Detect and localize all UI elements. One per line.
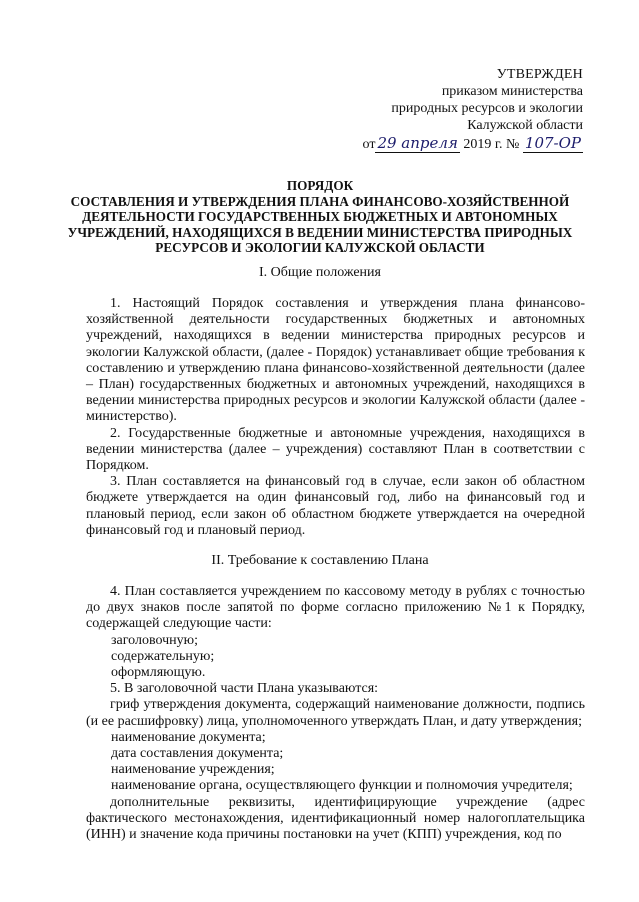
paragraph-3: 3. План составляется на финансовый год в случае, если закон об областном бюджете утверждается на один финансовый год, либо на финансовый год и плановый период, если закон об областном бюджете утверждается на очередной финансовый год и плановый период.: [86, 474, 585, 538]
section-1-body: [86, 296, 585, 539]
approval-heading: УТВЕРЖДЕН: [496, 67, 583, 82]
approval-stamp: [363, 66, 583, 153]
part-item-1: заголовочную;: [111, 632, 198, 648]
paragraph-1: 1. Настоящий Порядок составления и утверждения плана финансово-хозяйственной деятельности государственных бюджетных и автономных учреждений, находящихся в ведении министерства природных ресурсов и экологии Калужской области, (далее - Порядок) устанавливает общие требования к составлению и утверждению плана финансово-хозяйственной деятельности (далее – План) государственных бюджетных и автономных учреждений, находящихся в ведении министерства природных ресурсов и экологии Калужской области (далее - министерство).: [86, 296, 585, 425]
part-item-3: оформляющую.: [111, 665, 206, 681]
paragraph-4: 4. План составляется учреждением по кассовому методу в рублях с точностью до двух знаков после запятой по форме согласно приложению №1 к Порядку, содержащей следующие части:: [86, 584, 585, 632]
section-2-heading: II. Требование к составлению Плана: [211, 553, 429, 568]
paragraph-5-last: дополнительные реквизиты, идентифицирующие учреждение (адрес фактического местонахождения, идентификационный номер налогоплательщика (ИНН) и значение кода причины постановки на учет (КПП) учреждения, код по: [86, 794, 585, 843]
handwritten-number: 107-ОР: [524, 134, 581, 152]
approval-year: 2019 г. №: [463, 137, 520, 152]
header-item-2: дата составления документа;: [111, 746, 284, 762]
header-item-1: наименование документа;: [111, 729, 266, 745]
part-item-2: содержательную;: [111, 648, 215, 664]
approval-date-line: [363, 135, 583, 153]
approval-from-prefix: от: [362, 137, 376, 152]
document-title: [60, 178, 580, 256]
title-line-2: СОСТАВЛЕНИЯ И УТВЕРЖДЕНИЯ ПЛАНА ФИНАНСОВО-ХОЗЯЙСТВЕННОЙ: [70, 193, 570, 209]
approval-line-2: природных ресурсов и экологии: [391, 101, 583, 116]
handwritten-date: 29 апреля: [377, 134, 458, 152]
header-item-3: наименование учреждения;: [111, 762, 275, 778]
section-1-heading: I. Общие положения: [259, 265, 381, 280]
paragraph-5-first: гриф утверждения документа, содержащий наименование должности, подпись (и ее расшифровку) лица, уполномоченного утверждать План, и дату утверждения;: [86, 697, 585, 729]
section-2-body: [86, 584, 585, 843]
title-line-1: ПОРЯДОК: [286, 178, 354, 193]
title-line-3: ДЕЯТЕЛЬНОСТИ ГОСУДАРСТВЕННЫХ БЮДЖЕТНЫХ И АВТОНОМНЫХ: [82, 209, 558, 224]
approval-line-1: приказом министерства: [441, 84, 583, 99]
title-line-5: РЕСУРСОВ И ЭКОЛОГИИ КАЛУЖСКОЙ ОБЛАСТИ: [155, 240, 485, 255]
paragraph-5: 5. В заголовочной части Плана указываются:: [110, 681, 379, 697]
paragraph-2: 2. Государственные бюджетные и автономные учреждения, находящихся в ведении министерства (далее – учреждения) составляют План в соответствии с Порядком.: [86, 425, 585, 474]
header-item-4: наименование органа, осуществляющего функции и полномочия учредителя;: [111, 778, 573, 794]
approval-line-3: Калужской области: [467, 118, 583, 133]
title-line-4: УЧРЕЖДЕНИЙ, НАХОДЯЩИХСЯ В ВЕДЕНИИ МИНИСТЕРСТВА ПРИРОДНЫХ: [67, 224, 573, 240]
